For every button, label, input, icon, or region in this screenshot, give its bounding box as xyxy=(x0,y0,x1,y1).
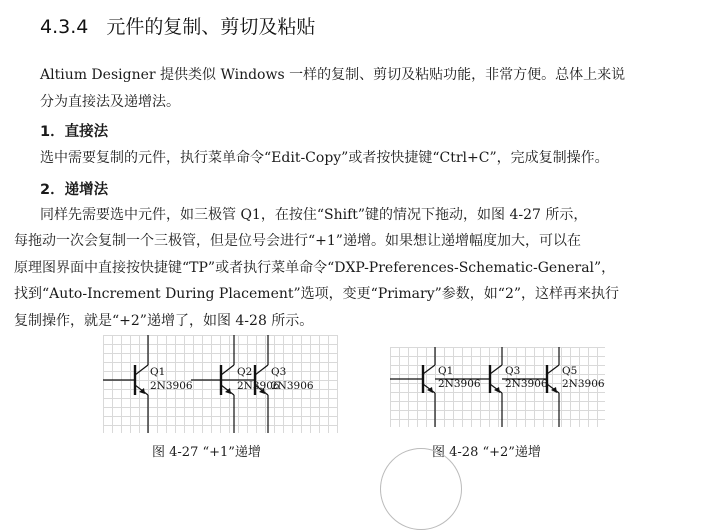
direct-method-paragraph xyxy=(40,145,700,172)
figure-4-28-schematic xyxy=(390,347,605,427)
section-title: 元件的复制、剪切及粘贴 xyxy=(106,16,316,38)
figure-4-27-caption: 图 4-27 “+1”递增 xyxy=(152,445,261,460)
part-designator: Q2 xyxy=(237,366,253,378)
figure-4-27 xyxy=(103,335,338,433)
part-designator: Q3 xyxy=(505,365,521,377)
intro-line: Altium Designer 提供类似 Windows 一样的复制、剪切及粘贴功能，非常方便。总体上来说 xyxy=(40,67,626,83)
increment-line: 找到“Auto-Increment During Placement”选项，变更“Primary”参数，如“2”，这样再来执行 xyxy=(14,286,620,302)
figure-4-28-caption: 图 4-28 “+2”递增 xyxy=(432,445,541,460)
part-designator: Q1 xyxy=(150,366,166,378)
part-value: 2N3906 xyxy=(150,380,193,392)
section-heading xyxy=(40,12,315,39)
increment-line: 原理图界面中直接按快捷键“TP”或者执行菜单命令“DXP-Preferences-Schematic-General”， xyxy=(14,259,616,276)
part-designator: Q1 xyxy=(438,365,454,377)
increment-line: 同样先需要选中元件，如三极管 Q1，在按住“Shift”键的情况下拖动，如图 4-27 所示， xyxy=(40,207,588,223)
increment-line: 复制操作，就是“+2”递增了，如图 4-28 所示。 xyxy=(14,312,314,329)
increment-method-heading: 2．递增法 xyxy=(40,182,109,198)
part-value: 2N3906 xyxy=(438,378,481,390)
intro-line: 分为直接法及递增法。 xyxy=(40,93,180,110)
part-value: 2N3906 xyxy=(562,378,605,390)
scan-circle-decoration xyxy=(380,448,462,530)
section-number: 4.3.4 xyxy=(40,16,89,38)
figure-4-27-schematic xyxy=(103,335,338,433)
increment-method-paragraph xyxy=(40,202,700,229)
part-value: 2N3906 xyxy=(505,378,548,390)
figure-4-28 xyxy=(390,347,605,427)
direct-method-heading: 1．直接法 xyxy=(40,124,109,140)
part-value: 2N3906 xyxy=(271,380,314,392)
intro-paragraph xyxy=(40,62,700,115)
increment-line: 每拖动一次会复制一个三极管，但是位号会进行“+1”递增。如果想让递增幅度加大，可以在 xyxy=(14,233,581,249)
direct-line: 选中需要复制的元件，执行菜单命令“Edit-Copy”或者按快捷键“Ctrl+C”，完成复制操作。 xyxy=(40,150,609,166)
part-value: 2N3906 xyxy=(237,380,280,392)
part-designator: Q3 xyxy=(271,366,287,378)
increment-method-paragraph-cont xyxy=(14,228,674,334)
part-designator: Q5 xyxy=(562,365,578,377)
